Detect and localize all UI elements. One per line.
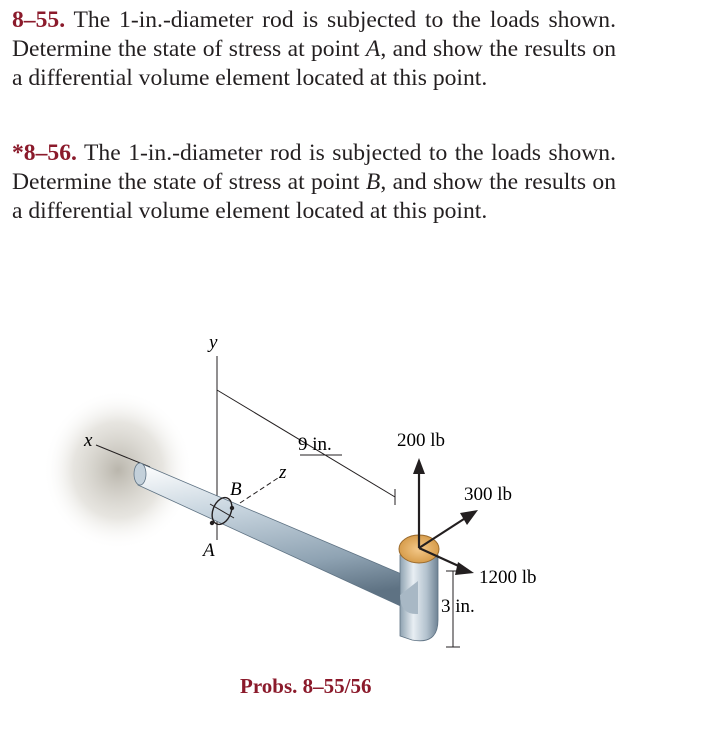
horizontal-rod [138,464,418,614]
point-b-marker [230,506,234,510]
figure-caption: Probs. 8–55/56 [240,674,372,698]
label-point-a: A [203,540,215,561]
label-load-300: 300 lb [464,484,513,505]
load-200-arrowhead [413,458,425,474]
problem-8-55 [12,6,616,93]
label-y-axis: y [209,332,218,353]
load-300-shaft [419,517,467,548]
rod-figure [0,320,703,670]
problem-point: A [365,36,381,62]
problem-text-before: The 1-in.-diameter rod is subjected to the loads shown. Determine the state of stress at point [12,7,616,62]
problem-text-after: , and show the results on a differential volume element located at this point. [12,169,616,224]
wall-support [43,390,193,550]
z-axis-line [240,478,278,503]
label-point-b: B [230,479,242,500]
problem-text-before: The 1-in.-diameter rod is subjected to the loads shown. Determine the state of stress at point [12,140,616,195]
label-dim-9in: 9 in. [298,434,332,455]
problem-number: *8–56. [12,140,77,166]
label-load-200: 200 lb [397,430,446,451]
problem-number: 8–55. [12,7,66,33]
problem-text-after: , and show the results on a differential volume element located at this point. [12,36,616,91]
label-z-axis: z [279,462,287,483]
problem-8-56 [12,139,616,226]
point-a-marker [210,521,214,525]
label-x-axis: x [84,430,93,451]
load-1200-arrowhead [455,562,474,575]
problem-point: B [365,169,381,195]
label-dim-3in: 3 in. [441,596,475,617]
load-300-arrowhead [460,510,478,525]
rod-end [134,463,146,485]
label-load-1200: 1200 lb [479,567,537,588]
